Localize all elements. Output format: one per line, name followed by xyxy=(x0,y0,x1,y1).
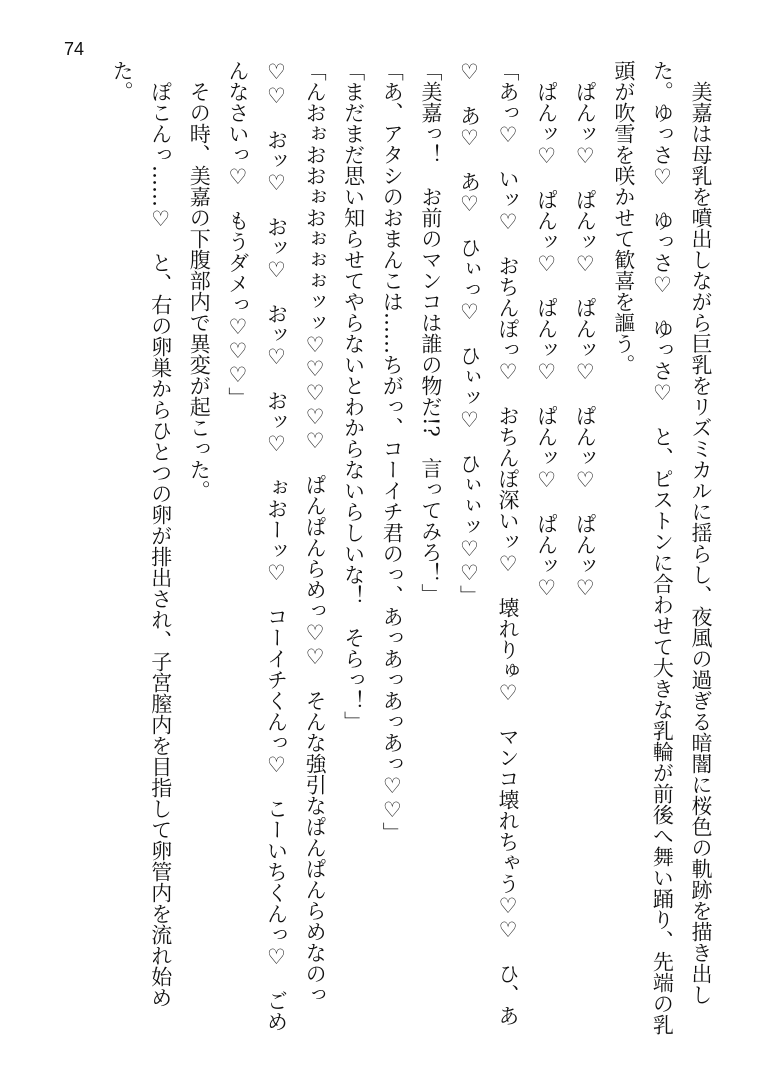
sound-effect-line: ぱんッ♡ ぱんッ♡ ぱんッ♡ ぱんッ♡ ぱんッ♡ xyxy=(573,60,598,600)
dialogue-line: 「あっ♡ いッ♡ おちんぽっ♡ おちんぽ深いッ♡ 壊れりゅ♡ マンコ壊れちゃう♡♡ ひ、あ♡ あ♡ あ♡ ひぃっ♡ ひぃッ♡ ひぃぃッ♡♡」 xyxy=(457,60,521,1026)
page-number: 74 xyxy=(64,39,85,59)
narration-paragraph: その時、美嘉の下腹部内で異変が起こった。 xyxy=(187,60,212,501)
dialogue-line: 「美嘉っ！ お前のマンコは誰の物だ!? 言ってみろ！」 xyxy=(418,60,443,605)
vertical-text-body xyxy=(80,60,720,1040)
narration-paragraph: ぽこんっ……♡ と、右の卵巣からひとつの卵が排出され、子宮膣内を目指して卵管内を流れ始めた。 xyxy=(110,60,173,1008)
narration-paragraph: 美嘉は母乳を噴出しながら巨乳をリズミカルに揺らし、夜風の過ぎる暗闇に桜色の軌跡を描き出した。ゆっさ♡ ゆっさ♡ ゆっさ♡ と、ピストンに合わせて大きな乳輪が前後へ舞い踊り、先端の乳頭が吹雪を咲かせて歓喜を謳う。 xyxy=(611,60,713,1035)
dialogue-line: 「あ、アタシのおまんこは……ちがっ、コーイチ君のっ、あっあっあっあっ♡♡」 xyxy=(380,60,405,843)
sound-effect-line: ぱんッ♡ ぱんッ♡ ぱんッ♡ ぱんッ♡ ぱんッ♡ xyxy=(534,60,559,600)
dialogue-line: 「まだまだ思い知らせてやらないとわからないらしいな！ そらっ！」 xyxy=(341,60,366,732)
dialogue-line: 「んおぉおおぉおぉぉぉッッ♡♡♡♡♡ ぱんぱんらめっ♡♡ そんな強引なぱんぱんらめなのっ♡♡ おッ♡ おッ♡ おッ♡ おッ♡ ぉおーッ♡ コーイチくんっ♡ こーいちくんっ♡ ごめんなさいっ♡ もうダメっ♡♡♡」 xyxy=(225,60,328,1032)
